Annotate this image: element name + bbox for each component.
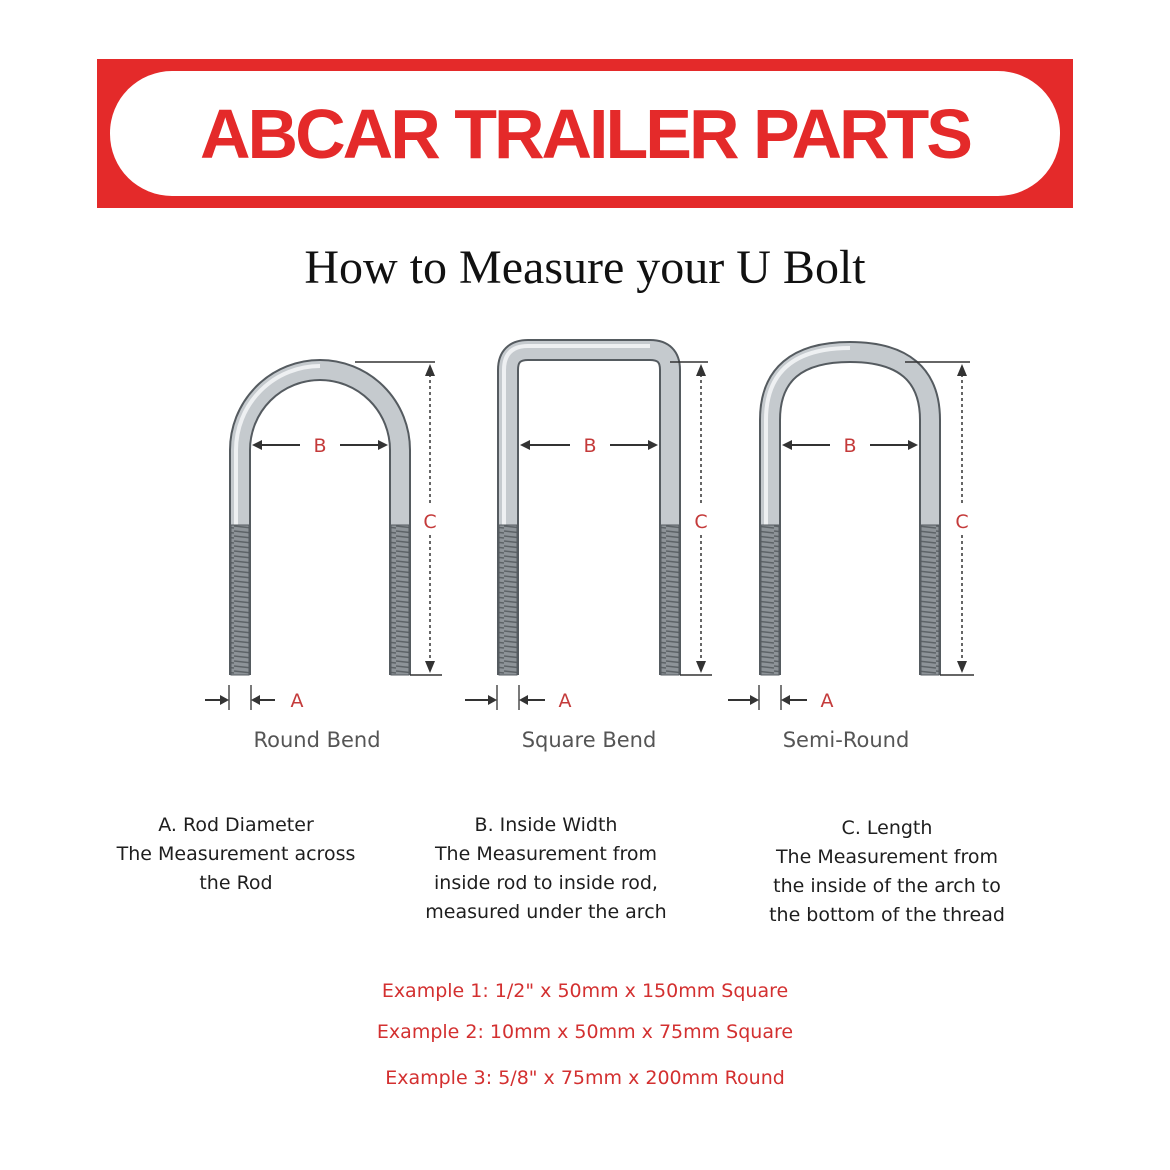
description-length — [737, 814, 1037, 930]
semi-round-b-letter: B — [843, 435, 857, 457]
square-b-letter: B — [583, 435, 597, 457]
semi-round-b-dimension — [782, 435, 918, 457]
page-title: How to Measure your U Bolt — [304, 241, 866, 294]
square-a-dimension — [465, 685, 572, 712]
brand-logo: ABCAR TRAILER PARTS — [199, 94, 970, 173]
description-line: the bottom of the thread — [769, 904, 1005, 926]
description-line: The Measurement from — [434, 843, 658, 865]
description-line: the Rod — [199, 872, 273, 894]
example-2: Example 2: 10mm x 50mm x 75mm Square — [376, 1021, 794, 1043]
example-1: Example 1: 1/2" x 50mm x 150mm Square — [381, 980, 789, 1002]
round-b-letter: B — [313, 435, 327, 457]
description-line: inside rod to inside rod, — [434, 872, 658, 894]
round-b-dimension — [252, 435, 388, 457]
u-bolt-illustration — [180, 330, 1000, 770]
brand-pill — [110, 71, 1060, 196]
square-b-dimension — [520, 435, 658, 457]
round-bend-u-bolt — [231, 366, 409, 675]
square-bend-u-bolt — [499, 346, 679, 675]
round-a-letter: A — [290, 690, 304, 712]
semi-round-c-letter: C — [955, 511, 969, 533]
description-line: The Measurement across — [116, 843, 356, 865]
square-a-letter: A — [558, 690, 572, 712]
square-bend-label: Square Bend — [521, 728, 657, 752]
description-line: the inside of the arch to — [773, 875, 1001, 897]
round-bend-label: Round Bend — [253, 728, 381, 752]
round-a-dimension — [205, 685, 304, 712]
description-line: measured under the arch — [425, 901, 667, 923]
semi-round-u-bolt — [761, 348, 939, 675]
description-inside-width — [396, 811, 696, 927]
round-c-letter: C — [423, 511, 437, 533]
description-heading: C. Length — [841, 817, 933, 839]
semi-round-label: Semi-Round — [782, 728, 910, 752]
description-heading: A. Rod Diameter — [158, 814, 314, 836]
semi-round-a-dimension — [728, 685, 834, 712]
u-bolt-diagram — [180, 330, 1000, 770]
description-heading: B. Inside Width — [474, 814, 618, 836]
semi-round-a-letter: A — [820, 690, 834, 712]
description-rod-diameter — [86, 811, 386, 898]
square-c-letter: C — [694, 511, 708, 533]
description-line: The Measurement from — [775, 846, 999, 868]
brand-banner — [97, 59, 1073, 208]
example-3: Example 3: 5/8" x 75mm x 200mm Round — [385, 1067, 785, 1089]
